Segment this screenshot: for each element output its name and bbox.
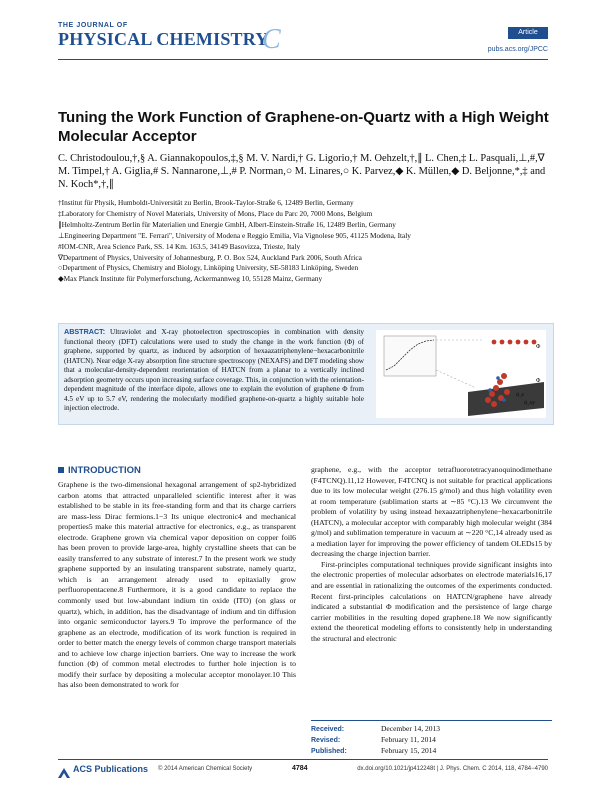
date-value: December 14, 2013 <box>381 724 440 733</box>
toc-graphic <box>376 330 546 418</box>
doi-citation[interactable]: dx.doi.org/10.1021/jp412248t | J. Phys. Chem. C 2014, 118, 4784−4790 <box>357 766 548 772</box>
graphene-sheet <box>468 382 544 416</box>
abstract-body: Ultraviolet and X-ray photoelectron spectroscopies in combination with density functional theory (DFT) calculations were used to study the change in the work function (Φ) of graphene, supported by quartz, as induced by adsorption of hexaazatriphenylene−hexacarbonitrile (HATCN). Near edge X-ray absorption fine structure spectroscopy (NEXAFS) and DFT modeling show that a molecular-density-dependent reorientation of HATCN from a planar to a vertically inclined adsorption geometry occurs upon increasing surface coverage. This, in conjunction with the orientation-dependent magnitude of the interface dipole, allows one to explain the evolution of graphene Φ from 4.5 eV up to 5.7 eV, rendering the molecularly modified graphene-on-quartz a highly suitable hole injection electrode. <box>64 328 364 413</box>
dates-rule <box>311 720 552 721</box>
affiliations <box>58 198 553 285</box>
affiliation-item: ⊥Engineering Department "E. Ferrari", University of Modena e Reggio Emilia, Via Vignolese 905, 41125 Modena, Italy <box>58 230 411 240</box>
paragraph: graphene, e.g., with the acceptor tetrafluorotetracyanoquinodimethane (F4TCNQ).11,12 However, F4TCNQ is not suitable for practical applications due to its low molecular weight (276.15 g/mol) and thus high volatility even at room temperature (sublimation starts at ∼85 °C).13 We circumvent the problem of volatility by using instead hexaazatriphenylene−hexacarbonitrile (HATCN), a molecular acceptor with comparably high molecular weight (384 g/mol) and sublimation temperature in vacuum at ∼220 °C,14 already used as a mediation layer for improving the power efficiency of tandem OLEDs15 by decreasing the charge injection barrier. <box>311 465 552 559</box>
paragraph: Graphene is the two-dimensional hexagonal arrangement of sp2-hybridized carbon atoms that attracted unparalleled scientific interest after it was established to be stable in its free-standing form and that its charge carriers are mass-less Dirac fermions.1−3 Its unique electronic4 and mechanical properties5 make this material attractive for electronics, e.g., as transparent electrode. Graphene grown via chemical vapor deposition on copper foil6 has been proven to provide large-area, highly crystalline sheets that can be easily transferred to any substrate of interest.7 In the present work we study graphene supported by an insulating transparent substrate, namely quartz, which is an arrangement already used to epitaxially grow perfluoropentacene.8 Furthermore, it is a good candidate to replace the commonly used but low-abundant indium tin oxide (ITO) (on glass or quartz), which, in addition, has the disadvantage of indium and tin diffusion into organic semiconductor layers.9 To improve the performance of the graphene as an electrode, modification of its work function is required in order to better match the energy levels of common charge transport materials and to achieve low charge injection barriers. One way to increase the work function (Φ) of common metal electrodes to further hole injection is to modify their surface by depositing a molecular acceptor monolayer.10 This has also been demonstrated to work for <box>58 480 296 690</box>
plot-frame <box>384 336 436 376</box>
publication-dates <box>311 724 552 757</box>
journal-name-line2: PHYSICAL CHEMISTRY <box>58 29 269 49</box>
affiliation-item: ◆Max Planck Institute für Polymerforschung, Ackermannweg 10, 55128 Mainz, Germany <box>58 274 323 284</box>
date-value: February 15, 2014 <box>381 746 437 755</box>
label-dxy: d_xy <box>524 400 535 406</box>
label-phi-bottom: Φ <box>536 378 541 384</box>
date-revised <box>311 735 552 746</box>
section-marker <box>58 467 64 473</box>
page-number: 4784 <box>292 765 308 772</box>
abstract <box>64 327 364 414</box>
label-dz: d_z <box>516 392 524 398</box>
journal-letter: C <box>262 24 281 55</box>
molecule-row <box>492 340 537 345</box>
affiliation-item: ○Department of Physics, Chemistry and Biology, Linköping University, SE-58183 Linköping, Sweden <box>58 263 359 273</box>
affiliation-item: †Institut für Physik, Humboldt-Universität zu Berlin, Brook-Taylor-Straße 6, 12489 Berlin, Germany <box>58 198 354 207</box>
paragraph: First-principles computational techniques provide significant insights into the electronic properties of molecular adsorbates on electrode materials16,17 and are essential in rationalizing the outcomes of the experiments conducted. Recent first-principles calculations on HATCN/graphene have already indicated a substantial Φ modification and the persistence of large charge carrier mobilities in the resulting doped graphene.18 We now significantly extend the theoretical modeling efforts to consistently help in understanding the structural and electronic <box>311 559 552 643</box>
date-label: Revised: <box>311 737 341 744</box>
journal-url[interactable]: pubs.acs.org/JPCC <box>487 46 548 53</box>
date-label: Received: <box>311 726 345 733</box>
article-title: Tuning the Work Function of Graphene-on-Quartz with a High Weight Molecular Acceptor <box>58 109 549 145</box>
date-received <box>311 724 552 735</box>
footer-rule <box>58 759 548 760</box>
header-rule <box>58 59 548 60</box>
guide-line <box>436 370 476 388</box>
author-list: C. Christodoulou,†,§ A. Giannakopoulos,‡,§ M. V. Nardi,† G. Ligorio,† M. Oehzelt,†,∥ L. Chen,‡ L. Pasquali,⊥,#,∇ M. Timpel,† A. Giglia,# S. Nannarone,⊥,# P. Norman,○ M. Linares,○ K. Parvez,◆ K. Müllen,◆ D. Beljonne,*,‡ and N. Koch*,†,∥ <box>58 153 546 191</box>
toc-graphic-svg <box>376 330 546 418</box>
acs-logo-icon <box>58 765 70 783</box>
column-left <box>58 480 296 691</box>
column-right <box>311 465 552 644</box>
date-published <box>311 746 552 757</box>
journal-name-line1: THE JOURNAL OF <box>58 22 128 29</box>
article-type-badge: Article <box>508 27 548 39</box>
publisher-name: ACS Publications <box>73 764 149 774</box>
affiliation-item: ‡Laboratory for Chemistry of Novel Materials, University of Mons, Place du Parc 20, 7000 Mons, Belgium <box>58 208 373 218</box>
date-value: February 11, 2014 <box>381 735 436 744</box>
section-heading-introduction: INTRODUCTION <box>68 465 141 476</box>
affiliation-item: #IOM-CNR, Area Science Park, SS. 14 Km. 163.5, 34149 Basovizza, Trieste, Italy <box>58 241 301 251</box>
abstract-label: ABSTRACT: <box>64 327 106 336</box>
label-phi: Φ <box>536 344 541 350</box>
affiliation-item: ∥Helmholtz-Zentrum Berlin für Materialien und Energie GmbH, Albert-Einstein-Straße 16, 12489 Berlin, Germany <box>58 219 396 229</box>
affiliation-item: ∇Department of Physics, University of Johannesburg, P. O. Box 524, Auckland Park 2006, South Africa <box>58 252 362 262</box>
date-label: Published: <box>311 748 347 755</box>
copyright: © 2014 American Chemical Society <box>158 766 253 772</box>
